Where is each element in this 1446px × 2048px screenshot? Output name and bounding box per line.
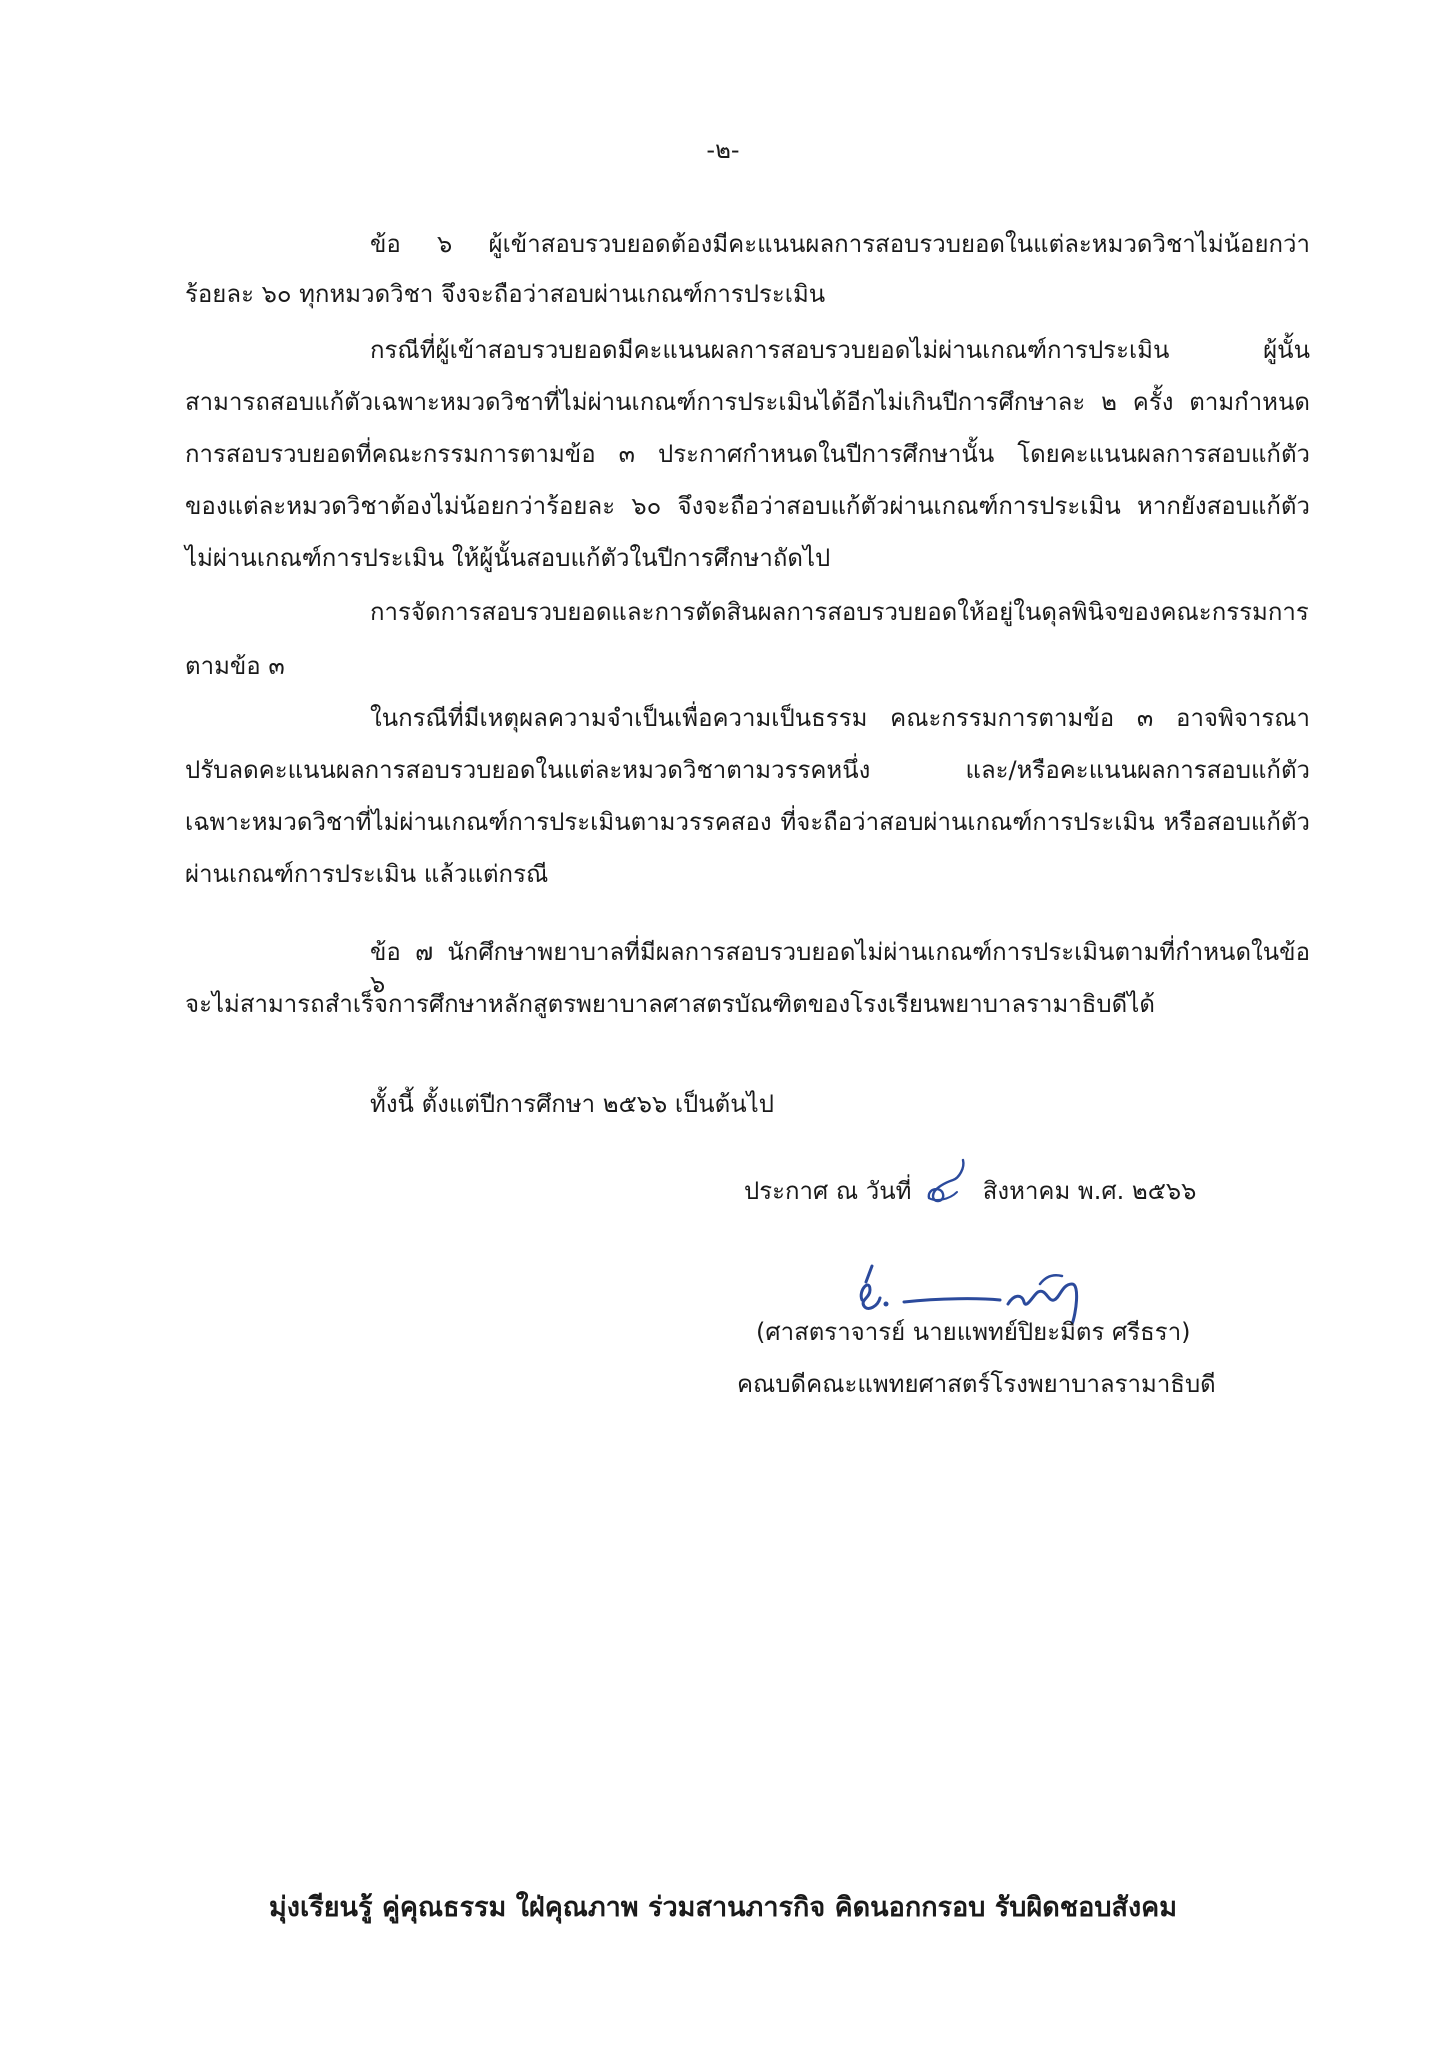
handwritten-day: [919, 1172, 975, 1212]
clause6-p4-line1: ในกรณีที่มีเหตุผลความจำเป็นเพื่อความเป็นธรรม คณะกรรมการตามข้อ ๓ อาจพิจารณา: [370, 704, 1310, 732]
clause6-p2-line1: กรณีที่ผู้เข้าสอบรวบยอดมีคะแนนผลการสอบรวบยอดไม่ผ่านเกณฑ์การประเมิน ผู้นั้น: [370, 336, 1310, 364]
clause7-line1: ข้อ ๗ นักศึกษาพยาบาลที่มีผลการสอบรวบยอดไม่ผ่านเกณฑ์การประเมินตามที่กำหนดในข้อ ๖: [370, 938, 1310, 998]
clause7-line2: จะไม่สามารถสำเร็จการศึกษาหลักสูตรพยาบาลศาสตรบัณฑิตของโรงเรียนพยาบาลรามาธิบดีได้: [185, 990, 1155, 1018]
effective-statement: ทั้งนี้ ตั้งแต่ปีการศึกษา ๒๕๖๖ เป็นต้นไป: [370, 1090, 774, 1118]
signature: [840, 1254, 1140, 1314]
clause6-p4-line2: ปรับลดคะแนนผลการสอบรวบยอดในแต่ละหมวดวิชาตามวรรคหนึ่ง และ/หรือคะแนนผลการสอบแก้ตัว: [185, 756, 1310, 784]
clause6-p2-line2: สามารถสอบแก้ตัวเฉพาะหมวดวิชาที่ไม่ผ่านเกณฑ์การประเมินได้อีกไม่เกินปีการศึกษาละ ๒ ครั้ง ตามกำหนด: [185, 388, 1310, 416]
clause6-p1-line2: ร้อยละ ๖๐ ทุกหมวดวิชา จึงจะถือว่าสอบผ่านเกณฑ์การประเมิน: [185, 280, 826, 308]
clause6-p2-line5: ไม่ผ่านเกณฑ์การประเมิน ให้ผู้นั้นสอบแก้ตัวในปีการศึกษาถัดไป: [185, 544, 831, 572]
signatory-name: (ศาสตราจารย์ นายแพทย์ปิยะมิตร ศรีธรา): [756, 1318, 1191, 1346]
footer-motto: มุ่งเรียนรู้ คู่คุณธรรม ใฝ่คุณภาพ ร่วมสานภารกิจ คิดนอกกรอบ รับผิดชอบสังคม: [268, 1892, 1178, 1923]
clause6-p1-line1: ข้อ ๖ ผู้เข้าสอบรวบยอดต้องมีคะแนนผลการสอบรวบยอดในแต่ละหมวดวิชาไม่น้อยกว่า: [370, 230, 1310, 258]
clause6-p2-line3: การสอบรวบยอดที่คณะกรรมการตามข้อ ๓ ประกาศกำหนดในปีการศึกษานั้น โดยคะแนนผลการสอบแก้ตัว: [185, 440, 1310, 468]
signatory-position: คณบดีคณะแพทยศาสตร์โรงพยาบาลรามาธิบดี: [737, 1370, 1216, 1398]
announcement-prefix: ประกาศ ณ วันที่: [744, 1177, 912, 1205]
clause6-p3-line1: การจัดการสอบรวบยอดและการตัดสินผลการสอบรวบยอดให้อยู่ในดุลพินิจของคณะกรรมการ: [370, 598, 1309, 626]
clause6-p4-line3: เฉพาะหมวดวิชาที่ไม่ผ่านเกณฑ์การประเมินตามวรรคสอง ที่จะถือว่าสอบผ่านเกณฑ์การประเมิน หรือสอบแก้ตัว: [185, 808, 1310, 836]
announcement-suffix: สิงหาคม พ.ศ. ๒๕๖๖: [982, 1177, 1197, 1205]
clause6-p3-line2: ตามข้อ ๓: [185, 652, 285, 680]
clause6-p4-line4: ผ่านเกณฑ์การประเมิน แล้วแต่กรณี: [185, 860, 549, 888]
announcement-date: [744, 1172, 1196, 1212]
page-number: -๒-: [706, 136, 740, 164]
clause6-p2-line4: ของแต่ละหมวดวิชาต้องไม่น้อยกว่าร้อยละ ๖๐ จึงจะถือว่าสอบแก้ตัวผ่านเกณฑ์การประเมิน หากยังสอบแก้ตัว: [185, 492, 1310, 520]
